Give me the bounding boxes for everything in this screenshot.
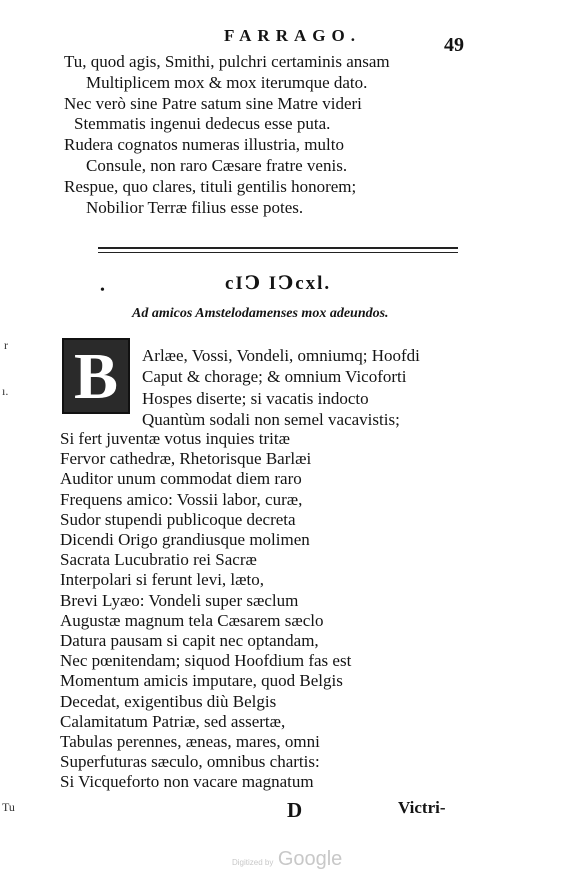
dropcap-lines — [142, 345, 420, 430]
verse-line: Multiplicem mox & mox iterumque dato. — [86, 72, 368, 92]
verse-line: Superfuturas sæculo, omnibus chartis: — [60, 752, 320, 772]
verse-line: Respue, quo clares, tituli gentilis honorem; — [64, 176, 357, 196]
divider-rule — [98, 252, 458, 253]
verse-line: Auditor unum commodat diem raro — [60, 469, 302, 489]
verse-line: Dicendi Origo grandiusque molimen — [60, 530, 310, 550]
verse-line: Rudera cognatos numeras illustria, multo — [64, 135, 344, 155]
running-title: FARRAGO. — [224, 26, 361, 45]
verse-line: Si Vicqueforto non vacare magnatum — [60, 772, 314, 792]
bullet-mark: • — [100, 283, 105, 298]
poem-main — [60, 429, 351, 793]
watermark-brand: Google — [277, 848, 343, 870]
margin-mark: ı. — [2, 384, 9, 398]
margin-mark: Tu — [2, 800, 15, 814]
section-subtitle: Ad amicos Amstelodamenses mox adeundos. — [132, 306, 389, 321]
verse-line: Hospes diserte; si vacatis indocto — [142, 388, 369, 408]
verse-line: Consule, non raro Cæsare fratre venis. — [86, 155, 348, 175]
watermark-prefix: Digitized by — [232, 858, 274, 867]
verse-line: Fervor cathedræ, Rhetorisque Barlæi — [60, 449, 312, 469]
verse-line: Caput & chorage; & omnium Vicoforti — [142, 367, 407, 387]
margin-mark: r — [4, 338, 8, 352]
page-number: 49 — [444, 34, 464, 56]
verse-line: Sacrata Lucubratio rei Sacræ — [60, 550, 257, 570]
verse-line: Brevi Lyæo: Vondeli super sæclum — [60, 590, 299, 610]
verse-line: Augustæ magnum tela Cæsarem sæclo — [60, 610, 324, 630]
verse-line: Tu, quod agis, Smithi, pulchri certaminis ansam — [64, 52, 390, 71]
verse-line: Nec verò sine Patre satum sine Matre videri — [64, 93, 362, 113]
verse-line: Nobilior Terræ filius esse potes. — [86, 197, 304, 217]
verse-line: Calamitatum Patriæ, sed assertæ, — [60, 711, 286, 731]
verse-line: Datura pausam si capit nec optandam, — [60, 631, 319, 651]
verse-line: Arlæe, Vossi, Vondeli, omniumq; Hoofdi — [142, 346, 420, 365]
ornamental-dropcap: B — [62, 338, 130, 414]
poem-top — [64, 52, 390, 218]
verse-line: Interpolari si ferunt levi, læto, — [60, 570, 264, 590]
verse-line: Tabulas perennes, æneas, mares, omni — [60, 732, 320, 752]
section-title: cIↃ IↃcxl. — [225, 273, 332, 294]
verse-line: Sudor stupendi publicoque decreta — [60, 509, 296, 529]
catchword: Victri- — [398, 798, 446, 817]
signature-mark: D — [287, 798, 303, 822]
divider-rule — [98, 247, 458, 249]
verse-line: Nec pœnitendam; siquod Hoofdium fas est — [60, 651, 352, 671]
verse-line: Momentum amicis imputare, quod Belgis — [60, 671, 343, 691]
digitization-watermark — [232, 848, 342, 871]
verse-line: Frequens amico: Vossii labor, curæ, — [60, 489, 303, 509]
verse-line: Si fert juventæ votus inquies tritæ — [60, 429, 290, 448]
verse-line: Quantùm sodali non semel vacavistis; — [142, 409, 400, 429]
verse-line: Stemmatis ingenui dedecus esse puta. — [74, 114, 331, 134]
verse-line: Decedat, exigentibus diù Belgis — [60, 691, 277, 711]
